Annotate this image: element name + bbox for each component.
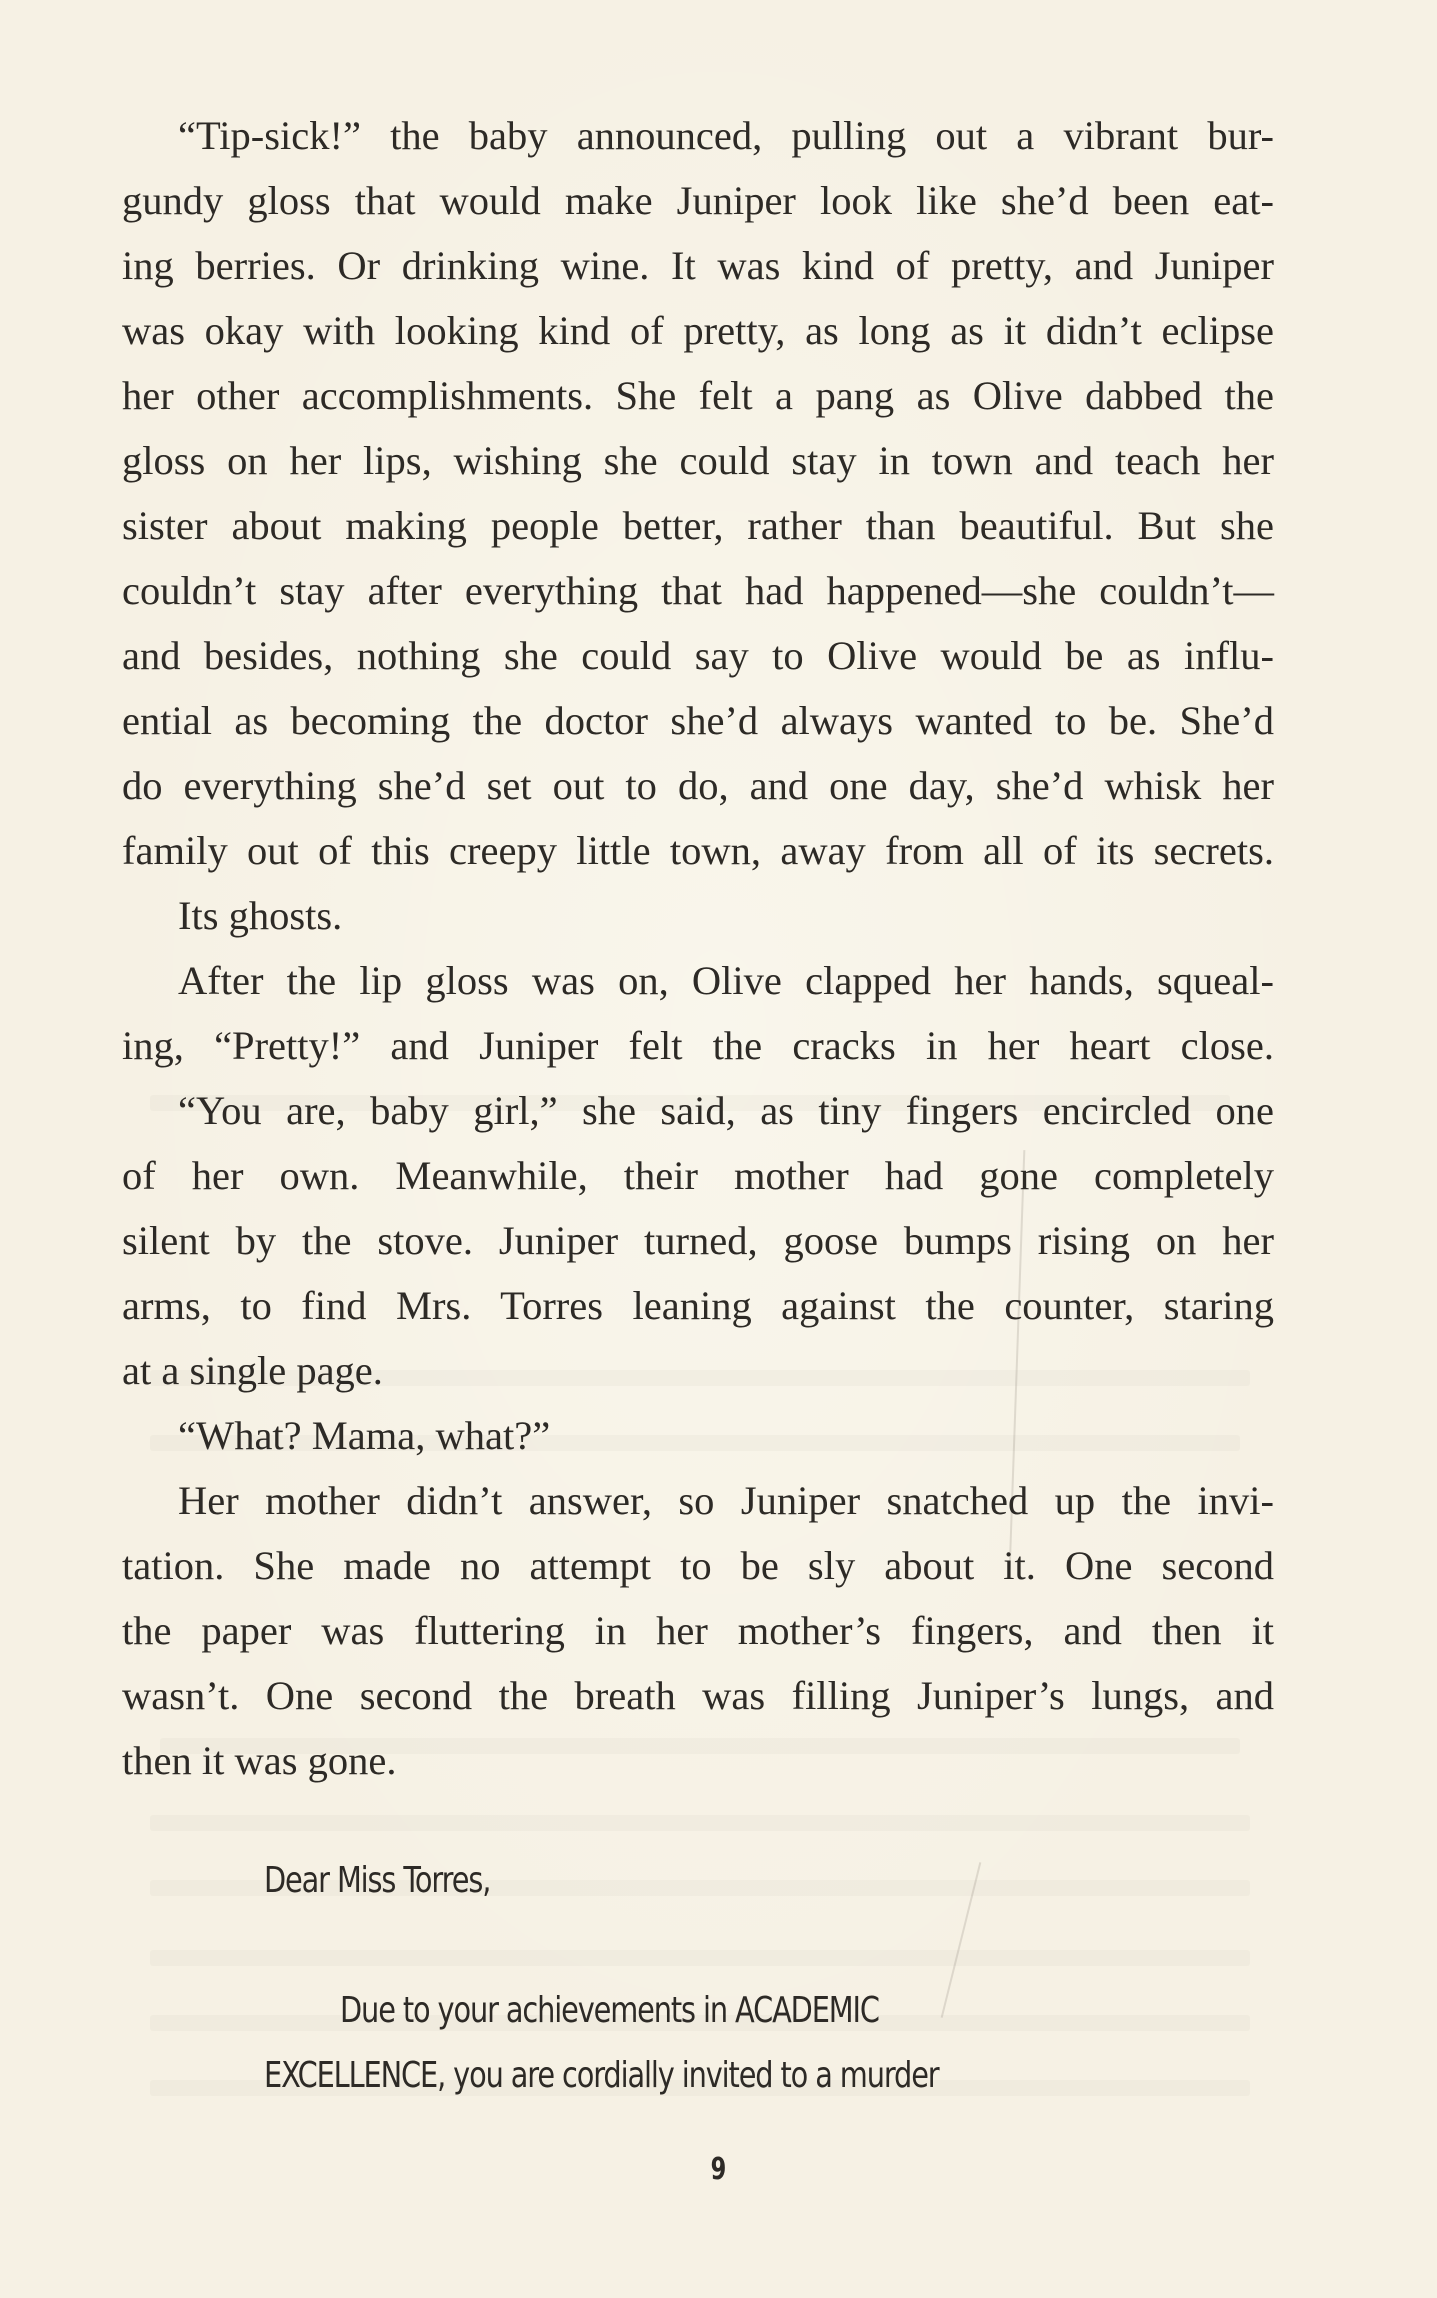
- letter-line: Due to your achievements in ACADEMIC: [340, 1990, 879, 2031]
- text-line: silent by the stove. Juniper turned, goose bumps rising on her: [122, 1218, 1274, 1263]
- text-line: family out of this creepy little town, away from all of its secrets.: [122, 828, 1274, 873]
- text-line: of her own. Meanwhile, their mother had gone completely: [122, 1153, 1274, 1198]
- text-line: Its ghosts.: [178, 893, 343, 938]
- text-line: “You are, baby girl,” she said, as tiny fingers encircled one: [178, 1088, 1274, 1133]
- text-line: gundy gloss that would make Juniper look like she’d been eat-: [122, 178, 1274, 223]
- text-line: sister about making people better, rather than beautiful. But she: [122, 503, 1274, 548]
- text-line: ing berries. Or drinking wine. It was kind of pretty, and Juniper: [122, 243, 1274, 288]
- text-line: Her mother didn’t answer, so Juniper snatched up the invi-: [178, 1478, 1274, 1523]
- page-number: 9: [710, 2152, 727, 2187]
- text-line: After the lip gloss was on, Olive clapped her hands, squeal-: [178, 958, 1274, 1003]
- text-line: ential as becoming the doctor she’d always wanted to be. She’d: [122, 698, 1274, 743]
- text-line: her other accomplishments. She felt a pang as Olive dabbed the: [122, 373, 1274, 418]
- text-line: couldn’t stay after everything that had happened—she couldn’t—: [122, 568, 1274, 613]
- text-line: tation. She made no attempt to be sly about it. One second: [122, 1543, 1274, 1588]
- letter-salutation: Dear Miss Torres,: [264, 1860, 491, 1901]
- text-line: was okay with looking kind of pretty, as long as it didn’t eclipse: [122, 308, 1274, 353]
- text-line: gloss on her lips, wishing she could stay in town and teach her: [122, 438, 1274, 483]
- text-line: and besides, nothing she could say to Olive would be as influ-: [122, 633, 1274, 678]
- text-line: at a single page.: [122, 1348, 383, 1393]
- text-line: do everything she’d set out to do, and one day, she’d whisk her: [122, 763, 1274, 808]
- text-line: then it was gone.: [122, 1738, 397, 1783]
- text-line: arms, to find Mrs. Torres leaning against the counter, staring: [122, 1283, 1274, 1328]
- body-text: [122, 103, 1274, 1793]
- text-line: ing, “Pretty!” and Juniper felt the cracks in her heart close.: [122, 1023, 1274, 1068]
- letter-line: EXCELLENCE, you are cordially invited to a murder: [264, 2055, 939, 2096]
- text-line: “What? Mama, what?”: [178, 1413, 551, 1458]
- text-line: “Tip-sick!” the baby announced, pulling out a vibrant bur-: [178, 113, 1274, 158]
- text-line: wasn’t. One second the breath was filling Juniper’s lungs, and: [122, 1673, 1274, 1718]
- text-line: the paper was fluttering in her mother’s fingers, and then it: [122, 1608, 1274, 1653]
